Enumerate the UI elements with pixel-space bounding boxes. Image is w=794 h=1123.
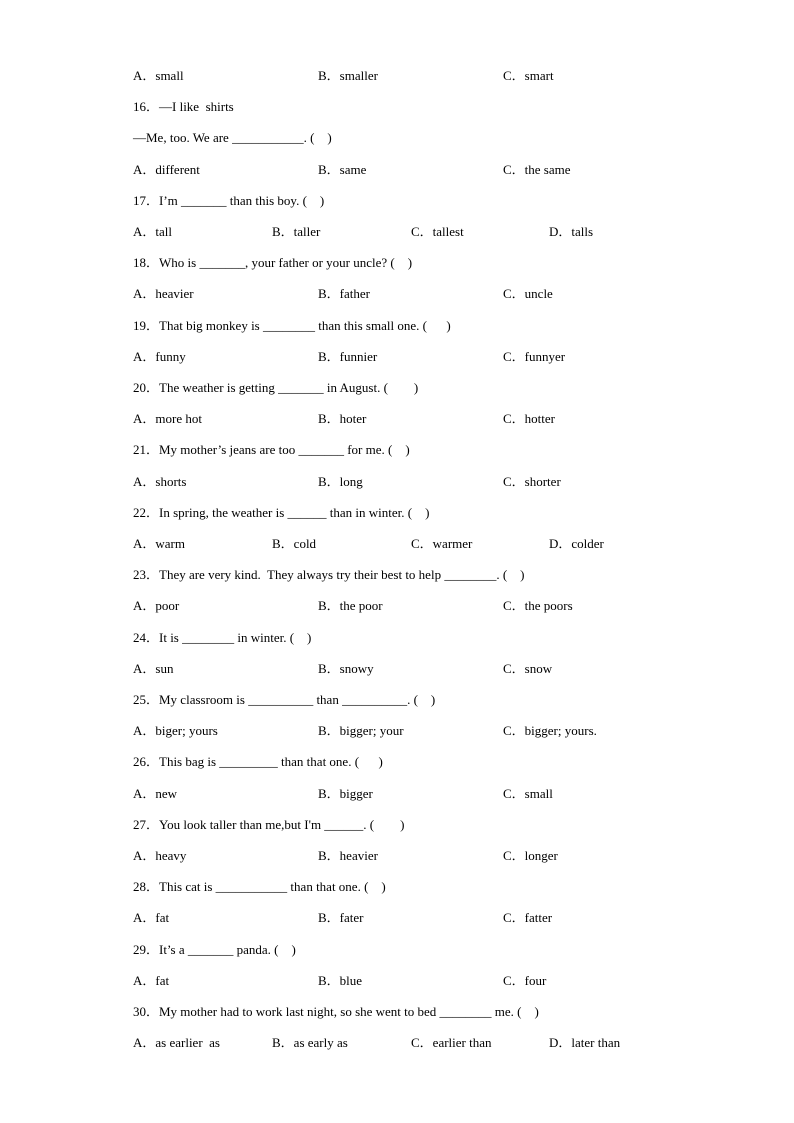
- answer-option: B．bigger; your: [318, 723, 404, 738]
- answer-option: D．later than: [549, 1035, 621, 1050]
- answer-option: B．cold: [272, 536, 317, 551]
- answer-option: B．father: [318, 286, 370, 301]
- answer-option: A．different: [133, 162, 200, 177]
- answer-option: C．tallest: [411, 224, 464, 239]
- answer-option: C．uncle: [503, 286, 553, 301]
- answer-option: B．long: [318, 474, 363, 489]
- answer-option: B．funnier: [318, 349, 378, 364]
- answer-option: A．fat: [133, 973, 170, 988]
- question-text: 17．I’m _______ than this boy. ( ): [133, 193, 325, 208]
- answer-option: C．small: [503, 786, 553, 801]
- question-text: 28．This cat is ___________ than that one. ( ): [133, 879, 386, 894]
- answer-option: D．colder: [549, 536, 604, 551]
- answer-option: A．small: [133, 68, 184, 83]
- question-text: 16．—I like shirts: [133, 99, 234, 114]
- question-text: 23．They are very kind. They always try their best to help ________. ( ): [133, 567, 525, 582]
- answer-option: B．bigger: [318, 786, 373, 801]
- question-text: 18．Who is _______, your father or your uncle? ( ): [133, 255, 413, 270]
- answer-option: A．poor: [133, 598, 180, 613]
- answer-option: C．hotter: [503, 411, 555, 426]
- answer-option: A．biger; yours: [133, 723, 218, 738]
- answer-option: C．funnyer: [503, 349, 566, 364]
- answer-option: A．fat: [133, 910, 170, 925]
- answer-option: A．new: [133, 786, 178, 801]
- question-text: 25．My classroom is __________ than __________. ( ): [133, 692, 436, 707]
- answer-option: B．same: [318, 162, 367, 177]
- answer-option: B．heavier: [318, 848, 378, 863]
- answer-option: B．fater: [318, 910, 364, 925]
- answer-option: B．hoter: [318, 411, 367, 426]
- question-text: 24．It is ________ in winter. ( ): [133, 630, 312, 645]
- question-text: 22．In spring, the weather is ______ than in winter. ( ): [133, 505, 430, 520]
- answer-option: B．blue: [318, 973, 363, 988]
- answer-option: A．shorts: [133, 474, 187, 489]
- answer-option: C．shorter: [503, 474, 561, 489]
- answer-option: A．warm: [133, 536, 185, 551]
- answer-option: A．more hot: [133, 411, 202, 426]
- answer-option: A．tall: [133, 224, 172, 239]
- answer-option: B．smaller: [318, 68, 378, 83]
- answer-option: C．the same: [503, 162, 571, 177]
- question-text: 20．The weather is getting _______ in August. ( ): [133, 380, 419, 395]
- answer-option: C．warmer: [411, 536, 473, 551]
- question-text: 27．You look taller than me,but I'm ______. ( ): [133, 817, 405, 832]
- answer-option: B．taller: [272, 224, 321, 239]
- question-text: 29．It’s a _______ panda. ( ): [133, 942, 296, 957]
- question-text: 26．This bag is _________ than that one. ( ): [133, 754, 383, 769]
- answer-option: A．heavier: [133, 286, 194, 301]
- answer-option: B．as early as: [272, 1035, 348, 1050]
- answer-option: C．four: [503, 973, 547, 988]
- answer-option: B．the poor: [318, 598, 383, 613]
- answer-option: C．the poors: [503, 598, 573, 613]
- question-text: 19．That big monkey is ________ than this small one. ( ): [133, 318, 451, 333]
- answer-option: C．bigger; yours.: [503, 723, 597, 738]
- answer-option: B．snowy: [318, 661, 374, 676]
- answer-option: D．talls: [549, 224, 594, 239]
- answer-option: C．smart: [503, 68, 554, 83]
- answer-option: C．snow: [503, 661, 553, 676]
- answer-option: C．longer: [503, 848, 558, 863]
- answer-option: A．sun: [133, 661, 174, 676]
- question-text: —Me, too. We are ___________. ( ): [133, 130, 332, 145]
- question-text: 30．My mother had to work last night, so she went to bed ________ me. ( ): [133, 1004, 539, 1019]
- answer-option: C．fatter: [503, 910, 553, 925]
- answer-option: A．funny: [133, 349, 186, 364]
- answer-option: C．earlier than: [411, 1035, 492, 1050]
- answer-option: A．heavy: [133, 848, 187, 863]
- answer-option: A．as earlier as: [133, 1035, 220, 1050]
- question-text: 21．My mother’s jeans are too _______ for me. ( ): [133, 442, 410, 457]
